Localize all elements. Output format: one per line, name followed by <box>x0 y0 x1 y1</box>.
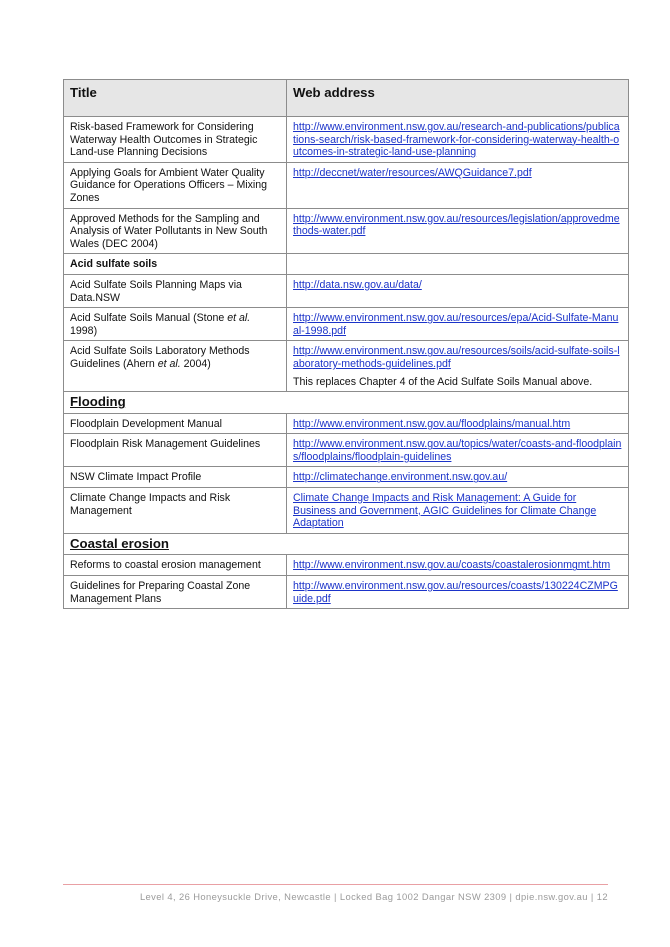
row-link[interactable]: http://deccnet/water/resources/AWQGuidance7.pdf <box>293 166 532 179</box>
subheading-row-acid-sulfate-soils <box>64 254 629 275</box>
section-row-coastal-erosion <box>64 533 629 555</box>
table-row <box>64 576 629 609</box>
row-title: Floodplain Development Manual <box>64 413 287 434</box>
row-title: Acid Sulfate Soils Planning Maps via Data.NSW <box>64 274 287 307</box>
row-title: Floodplain Risk Management Guidelines <box>64 434 287 467</box>
table-row <box>64 488 629 534</box>
table-row <box>64 274 629 307</box>
table-row <box>64 555 629 576</box>
footer-address: Level 4, 26 Honeysuckle Drive, Newcastle | Locked Bag 1002 Dangar NSW 2309 | dpie.nsw.gov.au | 12 <box>139 891 608 902</box>
row-title: NSW Climate Impact Profile <box>64 467 287 488</box>
row-note: This replaces Chapter 4 of the Acid Sulfate Soils Manual above. <box>293 375 593 388</box>
row-link[interactable]: http://www.environment.nsw.gov.au/resources/epa/Acid-Sulfate-Manual-1998.pdf <box>293 312 619 337</box>
section-row-flooding <box>64 392 629 414</box>
row-link[interactable]: http://climatechange.environment.nsw.gov.au/ <box>293 471 508 484</box>
row-link[interactable]: http://www.environment.nsw.gov.au/coasts/coastalerosionmgmt.htm <box>293 559 611 572</box>
row-link[interactable]: http://www.environment.nsw.gov.au/resources/legislation/approvedmethods-water.pdf <box>293 212 620 238</box>
row-link[interactable]: Climate Change Impacts and Risk Management: A Guide for Business and Government, AGIC Guidelines for Climate Change Adaptation <box>293 492 597 530</box>
reference-table <box>63 79 629 609</box>
footer-divider <box>63 884 608 885</box>
row-link[interactable]: http://www.environment.nsw.gov.au/resources/coasts/130224CZMPGuide.pdf <box>293 580 618 605</box>
row-link[interactable]: http://data.nsw.gov.au/data/ <box>293 278 422 291</box>
column-header-web-address: Web address <box>287 80 629 117</box>
row-title: Guidelines for Preparing Coastal Zone Management Plans <box>64 576 287 609</box>
row-link[interactable]: http://www.environment.nsw.gov.au/topics/water/coasts-and-floodplains/floodplains/floodplain-guidelines <box>293 438 622 463</box>
section-heading-flooding: Flooding <box>70 394 126 410</box>
table-row <box>64 434 629 467</box>
row-title: Applying Goals for Ambient Water Quality Guidance for Operations Officers – Mixing Zones <box>64 162 287 208</box>
row-link[interactable]: http://www.environment.nsw.gov.au/resources/soils/acid-sulfate-soils-laboratory-methods-guidelines.pdf <box>293 345 620 370</box>
table-row <box>64 467 629 488</box>
table-row <box>64 413 629 434</box>
table-row <box>64 341 629 392</box>
row-link[interactable]: http://www.environment.nsw.gov.au/floodplains/manual.htm <box>293 417 571 430</box>
table-row <box>64 308 629 341</box>
section-heading-coastal-erosion: Coastal erosion <box>70 535 169 551</box>
row-title: Climate Change Impacts and Risk Management <box>64 488 287 534</box>
table-row <box>64 162 629 208</box>
row-title: Risk-based Framework for Considering Waterway Health Outcomes in Strategic Land-use Planning Decisions <box>64 117 287 163</box>
subheading-acid-sulfate-soils: Acid sulfate soils <box>64 254 287 275</box>
row-title: Reforms to coastal erosion management <box>64 555 287 576</box>
table-row <box>64 208 629 254</box>
row-title: Approved Methods for the Sampling and Analysis of Water Pollutants in New South Wales (DEC 2004) <box>64 208 287 254</box>
table-header-row <box>64 80 629 117</box>
row-link[interactable]: http://www.environment.nsw.gov.au/research-and-publications/publications-search/risk-based-framework-for-considering-waterway-health-outcomes-in-strategic-land-use-planning <box>293 121 620 159</box>
row-title: Acid Sulfate Soils Laboratory Methods Guidelines (Ahern et al. 2004) <box>64 341 287 392</box>
table-row <box>64 117 629 163</box>
row-title: Acid Sulfate Soils Manual (Stone et al. 1998) <box>64 308 287 341</box>
column-header-title: Title <box>64 80 287 117</box>
